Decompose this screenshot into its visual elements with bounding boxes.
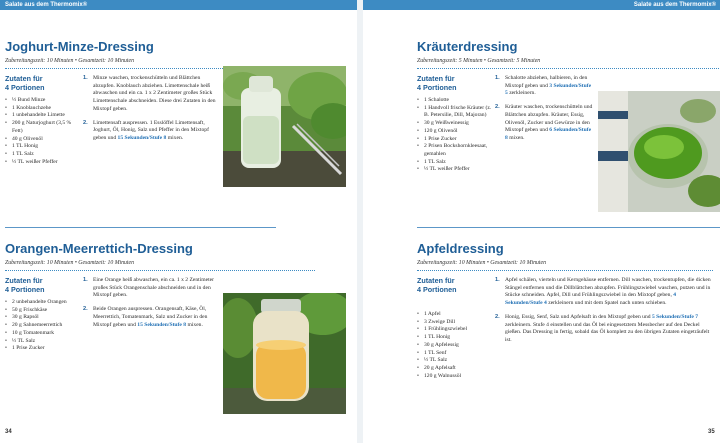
ingredient-list <box>417 311 492 380</box>
ingredients-heading-line2: 4 Portionen <box>5 82 45 92</box>
section-separator-left <box>5 227 276 228</box>
ingredients-heading <box>417 277 457 294</box>
ingredient-item: • 1 TL Salz <box>417 159 492 167</box>
step-number: 1. <box>495 75 500 81</box>
step-item <box>83 306 218 329</box>
ingredient-item: • 30 g Rapsöl <box>5 314 80 322</box>
photo-joghurt-dressing <box>223 66 346 187</box>
ingredient-item: • 2 Prisen Bockshornkleesaat, gemahlen <box>417 143 492 158</box>
recipe-time: Zubereitungszeit: 10 Minuten • Gesamtzeit: 10 Minuten <box>417 260 547 266</box>
ingredient-item: • 40 g Olivenöl <box>5 136 80 144</box>
step-list <box>495 75 595 149</box>
step-setting: 15 Sekunden/Stufe 8 <box>137 321 187 328</box>
ingredients-heading-line2: 4 Portionen <box>417 82 457 92</box>
ingredient-item: • 50 g Frischkäse <box>5 307 80 315</box>
ingredient-item: • 120 g Walnussöl <box>417 373 492 381</box>
step-item <box>495 314 713 345</box>
recipe-title: Orangen-Meerrettich-Dressing <box>5 241 193 256</box>
ingredient-item: • 2 unbehandelte Orangen <box>5 299 80 307</box>
step-text-tail: zerkleinern. <box>507 90 536 97</box>
step-text-tail: zerkleinern und mit dem Spatel nach unten schieben. <box>546 300 667 307</box>
step-setting: 15 Sekunden/Stufe 8 <box>117 134 167 141</box>
step-text: Eine Orange heiß abwaschen, ein ca. 1 x 2 Zentimeter großes Stück Orangenschale abschneiden und in den Mixtopf geben. <box>93 277 214 299</box>
step-text: Beide Orangen auspressen. Orangensaft, Käse, Öl, Meerrettich, Tomatenmark, Salz und Zucker in den Mixtopf geben und <box>93 306 208 328</box>
recipe-title: Joghurt-Minze-Dressing <box>5 39 154 54</box>
ingredients-heading <box>417 75 457 92</box>
ingredient-item: • ½ Bund Minze <box>5 97 80 105</box>
page-gutter <box>357 0 363 443</box>
step-item <box>495 104 595 143</box>
ingredient-item: • 20 g Sahnemeerrettich <box>5 322 80 330</box>
step-number: 1. <box>83 277 88 283</box>
ingredient-item: • 1 Schalotte <box>417 97 492 105</box>
ingredient-item: • 1 Knoblauchzehe <box>5 105 80 113</box>
step-text-tail: zerkleinern. Stufe 4 einstellen und das Öl bei eingesetztem Messbecher auf den Deckel gießen. Das Dressing in fertig, sobald das Öl komplett zu den übrigen Zutaten eingeträufelt ist. <box>505 321 710 343</box>
header-bar-left: Salate aus dem Thermomix® <box>0 0 357 10</box>
ingredient-item: • 1 TL Honig <box>417 334 492 342</box>
ingredient-item: • 1 Prise Zucker <box>417 136 492 144</box>
ingredient-item: • 30 g Apfelessig <box>417 342 492 350</box>
ingredients-heading-line2: 4 Portionen <box>5 284 45 294</box>
step-number: 2. <box>495 104 500 111</box>
recipe-time: Zubereitungszeit: 10 Minuten • Gesamtzeit: 10 Minuten <box>5 260 135 266</box>
ingredient-list <box>417 97 492 174</box>
ingredients-heading <box>5 75 45 92</box>
ingredients-heading-line1: Zutaten für <box>5 276 43 285</box>
ingredient-item: • 1 Frühlingszwiebel <box>417 326 492 334</box>
dotted-divider <box>417 270 713 271</box>
ingredient-item: • ½ TL weißer Pfeffer <box>417 166 492 174</box>
step-item <box>83 277 218 300</box>
recipe-title: Apfeldressing <box>417 241 504 256</box>
step-text-tail: mixen. <box>166 134 184 141</box>
step-number: 2. <box>83 306 88 313</box>
ingredient-item: • 1 TL Senf <box>417 350 492 358</box>
page-number-right: 35 <box>708 429 715 435</box>
step-text: Limettensaft auspressen. 1 Esslöffel Limettensaft, Joghurt, Öl, Honig, Salz und Pfeffer in den Mixtopf geben und <box>93 119 209 141</box>
ingredient-item: • 1 Apfel <box>417 311 492 319</box>
ingredient-item: • 10 g Tomatenmark <box>5 330 80 338</box>
step-list <box>83 277 218 335</box>
step-number: 1. <box>83 75 88 81</box>
ingredients-heading-line1: Zutaten für <box>417 276 455 285</box>
ingredients-heading-line1: Zutaten für <box>5 74 43 83</box>
ingredient-item: • 30 g Weißweinessig <box>417 120 492 128</box>
ingredient-item: • 20 g Apfelsaft <box>417 365 492 373</box>
recipe-title: Kräuterdressing <box>417 39 518 54</box>
ingredient-item: • 3 Zweige Dill <box>417 319 492 327</box>
ingredient-item: • 1 Prise Zucker <box>5 345 80 353</box>
ingredient-item: • 1 Handvoll frische Kräuter (z. B. Petersilie, Dill, Majoran) <box>417 105 492 120</box>
step-text-tail: mixen. <box>186 321 203 328</box>
step-text: Minze waschen, trockenschütteln und Blättchen abzupfen. Knoblauch abziehen. Limettenschale heiß abwaschen und ein ca. 1 x 2 Zentimeter großes Stück Limettenschale abschneiden. Diese drei Zutaten in den Mixtopf geben. <box>93 75 216 112</box>
photo-orangen-illustration <box>223 293 346 414</box>
step-text: Schalotte abziehen, halbieren, in den Mixtopf geben und <box>505 75 588 89</box>
ingredients-heading-line2: 4 Portionen <box>417 284 457 294</box>
ingredients-heading <box>5 277 45 294</box>
step-item <box>83 120 218 143</box>
ingredient-item: • ½ TL Salz <box>5 338 80 346</box>
step-list <box>495 277 713 351</box>
step-list <box>83 75 218 149</box>
page-number-left: 34 <box>5 429 12 435</box>
step-setting: 5 Sekunden/Stufe 7 <box>651 313 698 320</box>
recipe-time: Zubereitungszeit: 5 Minuten • Gesamtzeit: 5 Minuten <box>417 58 541 64</box>
ingredient-item: • 1 TL Salz <box>5 151 80 159</box>
ingredient-list <box>5 97 80 166</box>
step-setting: 6 Sekunden/Stufe 8 <box>505 127 592 141</box>
photo-orangen-dressing <box>223 293 346 414</box>
step-text: Apfel schälen, vierteln und Kerngehäuse entfernen. Dill waschen, trockentupfen, die dicken Stängel entfernen und die Dillblättchen abzupfen. Frühlingszwiebel waschen, putzen und in Stücke schneiden. Apfel, Dill und Frühlingszwiebel in den Mixtopf geben, <box>505 277 711 299</box>
ingredient-item: • ½ TL Salz <box>417 357 492 365</box>
ingredients-heading-line1: Zutaten für <box>417 74 455 83</box>
ingredient-item: • ½ TL weißer Pfeffer <box>5 159 80 167</box>
ingredient-item: • 120 g Olivenöl <box>417 128 492 136</box>
recipe-apfel <box>417 241 720 446</box>
recipe-time: Zubereitungszeit: 10 Minuten • Gesamtzeit: 10 Minuten <box>5 58 135 64</box>
section-separator-right <box>417 227 720 228</box>
photo-kraeuter-illustration <box>598 91 720 212</box>
dotted-divider <box>417 68 720 69</box>
ingredient-item: • 1 unbehandelte Limette <box>5 112 80 120</box>
step-text: Kräuter waschen, trockenschütteln und Blättchen abzupfen. Kräuter, Essig, Olivenöl, Zucker und Gewürze in den Mixtopf geben und <box>505 104 593 134</box>
ingredient-list <box>5 299 80 353</box>
step-text: Honig, Essig, Senf, Salz und Apfelsaft in den Mixtopf geben und <box>505 313 652 320</box>
ingredient-item: • 200 g Naturjoghurt (3,5 % Fett) <box>5 120 80 135</box>
photo-kraeuter-dressing <box>598 91 720 212</box>
step-setting: 3 Sekunden/Stufe 5 <box>505 82 592 97</box>
step-item <box>83 75 218 114</box>
step-text-tail: mixen. <box>507 134 525 141</box>
step-item <box>495 277 713 308</box>
dotted-divider <box>5 270 315 271</box>
ingredient-item: • 1 TL Honig <box>5 143 80 151</box>
step-number: 2. <box>83 119 88 126</box>
step-number: 2. <box>495 313 500 320</box>
step-number: 1. <box>495 277 500 283</box>
step-item <box>495 75 595 98</box>
header-bar-right: Salate aus dem Thermomix® <box>363 0 720 10</box>
step-setting: 4 Sekunden/Stufe 4 <box>505 292 677 307</box>
photo-joghurt-illustration <box>223 66 346 187</box>
